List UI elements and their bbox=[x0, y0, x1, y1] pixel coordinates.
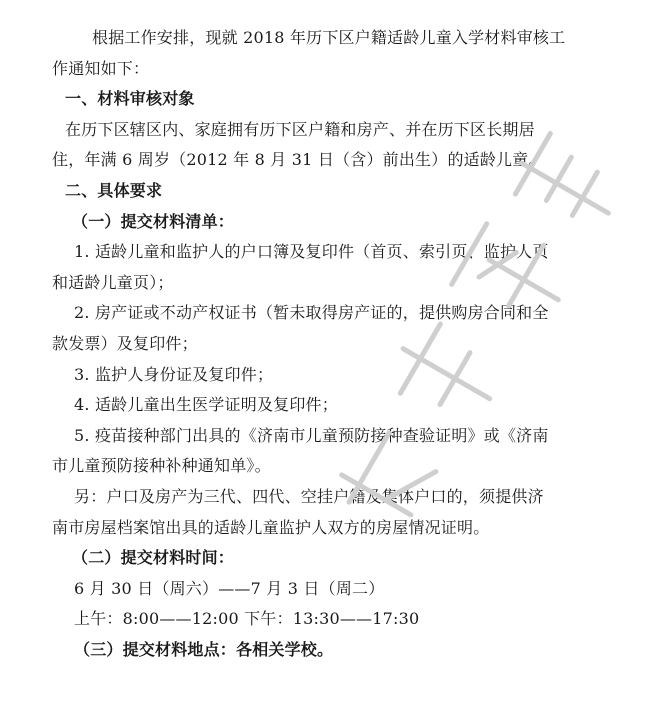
paragraph-intro-line-2: 作通知如下： bbox=[52, 58, 150, 78]
section-1-line-1: 在历下区辖区内、家庭拥有历下区户籍和房产、并在历下区长期居 bbox=[65, 119, 535, 139]
additional-note-line-1: 另：户口及房产为三代、四代、空挂户籍及集体户口的，须提供济 bbox=[74, 487, 544, 506]
time-hours: 上午：8:00——12:00 下午：13:30——17:30 bbox=[74, 609, 420, 629]
material-item-2-line-1: 2. 房产证或不动产权证书（暂未取得房产证的，提供购房合同和全 bbox=[74, 303, 549, 323]
material-item-5-line-1: 5. 疫苗接种部门出具的《济南市儿童预防接种查验证明》或《济南 bbox=[74, 425, 549, 445]
material-item-5-line-2: 市儿童预防接种补种通知单》。 bbox=[52, 456, 271, 476]
section-1-line-2: 住，年满 6 周岁（2012 年 8 月 31 日（含）前出生）的适龄儿童。 bbox=[52, 150, 545, 170]
time-date-range: 6 月 30 日（周六）——7 月 3 日（周二） bbox=[74, 578, 385, 598]
subsection-heading-time: （二）提交材料时间： bbox=[72, 548, 235, 568]
material-item-3: 3. 监护人身份证及复印件； bbox=[74, 364, 274, 384]
section-heading-2: 二、具体要求 bbox=[65, 181, 163, 200]
additional-note-line-2: 南市房屋档案馆出具的适龄儿童监护人双方的房屋情况证明。 bbox=[52, 517, 490, 537]
material-item-2-line-2: 款发票）及复印件； bbox=[52, 334, 198, 353]
material-item-1-line-1: 1. 适龄儿童和监护人的户口簿及复印件（首页、索引页、监护人页 bbox=[74, 242, 549, 262]
material-item-1-line-2: 和适龄儿童页）； bbox=[52, 272, 174, 292]
section-heading-1: 一、材料审核对象 bbox=[65, 89, 195, 109]
material-item-4: 4. 适龄儿童出生医学证明及复印件； bbox=[74, 395, 338, 415]
paragraph-intro-line-1: 根据工作安排，现就 2018 年历下区户籍适龄儿童入学材料审核工 bbox=[92, 28, 566, 47]
subsection-heading-materials: （一）提交材料清单： bbox=[72, 211, 235, 231]
subsection-heading-location: （三）提交材料地点：各相关学校。 bbox=[74, 640, 334, 659]
